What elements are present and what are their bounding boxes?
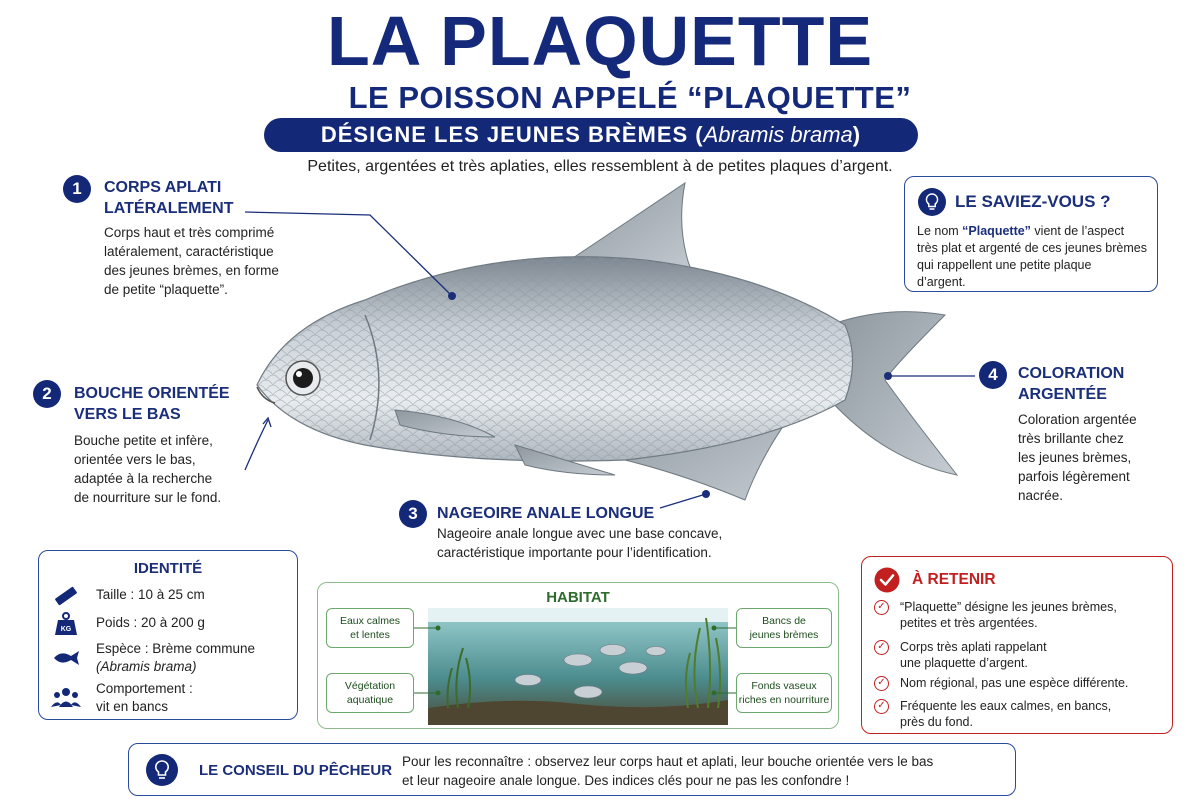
- key-point-line: Corps très aplati rappelant: [900, 640, 1047, 654]
- identity-weight: Poids : 20 à 200 g: [96, 615, 205, 630]
- key-points-title: À RETENIR: [912, 571, 996, 588]
- fisher-tip-text: [402, 752, 933, 790]
- tagline: Petites, argentées et très aplaties, elles ressemblent à de petites plaques d’argent.: [307, 158, 893, 175]
- connector-4-dot: [884, 372, 892, 380]
- callout-1-title: [104, 177, 233, 219]
- check-icon: ✓: [874, 699, 889, 714]
- callout-number-1: 1: [63, 175, 91, 203]
- callout-4-line: très brillante chez: [1018, 431, 1124, 446]
- check-icon: ✓: [874, 640, 889, 655]
- callout-3-description: [437, 524, 722, 562]
- callout-1-title-line2: LATÉRALEMENT: [104, 200, 234, 217]
- identity-behavior-label: Comportement :: [96, 681, 193, 696]
- identity-box: [38, 550, 298, 720]
- did-you-know-text: [917, 223, 1153, 291]
- dyk-line: très plat et argenté de ces jeunes brèmes: [917, 241, 1147, 255]
- habitat-connectors: [318, 583, 840, 730]
- key-point-line: “Plaquette” désigne les jeunes brèmes,: [900, 600, 1117, 614]
- callout-1-title-line1: CORPS APLATI: [104, 179, 222, 196]
- connector-2: [245, 420, 268, 470]
- weight-icon-label: KG: [60, 626, 72, 633]
- check-badge-icon: [874, 567, 900, 593]
- page-title: LA PLAQUETTE: [326, 2, 874, 80]
- fisher-tip-box: [128, 743, 1016, 796]
- habitat-label-line: et lentes: [350, 629, 390, 641]
- identity-title: IDENTITÉ: [133, 560, 203, 577]
- ruler-icon: [53, 583, 79, 607]
- callout-4-title: [1018, 363, 1124, 405]
- identity-size: Taille : 10 à 25 cm: [96, 587, 205, 602]
- habitat-box: [317, 582, 839, 729]
- key-points-box: [861, 556, 1173, 734]
- check-icon: ✓: [874, 600, 889, 615]
- habitat-label-line: riches en nourriture: [738, 694, 830, 706]
- identity-behavior: [96, 680, 193, 716]
- fish-icon: [51, 649, 81, 667]
- key-point-line: Nom régional, pas une espèce différente.: [900, 676, 1129, 690]
- key-point-line: près du fond.: [900, 715, 973, 729]
- habitat-label-line: Fonds vaseux: [751, 680, 817, 692]
- callout-2-line: Bouche petite et infère,: [74, 433, 213, 448]
- dyk-highlight: “Plaquette”: [962, 224, 1031, 238]
- key-point: [900, 599, 1117, 631]
- callout-2-description: [74, 431, 221, 507]
- fisher-tip-line: et leur nageoire anale longue. Des indices clés pour ne pas les confondre !: [402, 773, 850, 788]
- fisher-tip-title: LE CONSEIL DU PÊCHEUR: [199, 762, 393, 779]
- dyk-text-pre: Le nom: [917, 224, 963, 238]
- dyk-text-rest: vient de l’aspect: [1030, 224, 1125, 238]
- identity-species-latin: (Abramis brama): [96, 659, 197, 674]
- key-point: [900, 698, 1111, 730]
- did-you-know-box: [904, 176, 1158, 292]
- banner-latin-name: Abramis brama: [703, 122, 853, 147]
- dyk-line: qui rappellent une petite plaque: [917, 258, 1092, 272]
- callout-4-title-line1: COLORATION: [1018, 365, 1125, 382]
- callout-2-line: orientée vers le bas,: [74, 452, 196, 467]
- callout-1-line: Corps haut et très comprimé: [104, 225, 275, 240]
- callout-4-title-line2: ARGENTÉE: [1018, 386, 1107, 403]
- callout-4-line: Coloration argentée: [1018, 412, 1137, 427]
- habitat-title: HABITAT: [546, 589, 610, 606]
- key-point-line: une plaquette d’argent.: [900, 656, 1028, 670]
- callout-1-description: [104, 223, 279, 299]
- callout-number-3: 3: [399, 500, 427, 528]
- habitat-label-line: Végétation: [344, 680, 396, 692]
- callout-2-line: de nourriture sur le fond.: [74, 490, 222, 505]
- weight-icon: [53, 611, 79, 637]
- callout-number-2: 2: [33, 380, 61, 408]
- callout-2-title-line2: VERS LE BAS: [74, 406, 181, 423]
- habitat-label-line: Eaux calmes: [339, 615, 401, 627]
- lightbulb-icon: [145, 753, 179, 787]
- did-you-know-title: LE SAVIEZ-VOUS ?: [955, 192, 1111, 211]
- key-point: [900, 639, 1047, 671]
- fisher-tip-line: Pour les reconnaître : observez leur corps haut et aplati, leur bouche orientée vers le bas: [402, 754, 934, 769]
- callout-2-title-line1: BOUCHE ORIENTÉE: [74, 385, 230, 402]
- identity-species-name: Espèce : Brème commune: [96, 641, 256, 656]
- callout-1-line: des jeunes brèmes, en forme: [104, 263, 279, 278]
- lightbulb-icon: [917, 187, 947, 217]
- key-point-line: petites et très argentées.: [900, 616, 1038, 630]
- callout-2-line: adaptée à la recherche: [74, 471, 213, 486]
- banner-text: DÉSIGNE LES JEUNES BRÈMES (: [320, 122, 704, 147]
- habitat-label-line: aquatique: [346, 694, 394, 706]
- identity-species: [96, 640, 255, 676]
- callout-3-line: caractéristique importante pour l’identification.: [437, 545, 712, 560]
- callout-number-4: 4: [979, 361, 1007, 389]
- page-subtitle: LE POISSON APPELÉ “PLAQUETTE”: [348, 80, 912, 115]
- callout-4-line: parfois légèrement: [1018, 469, 1130, 484]
- callout-3-title: NAGEOIRE ANALE LONGUE: [437, 505, 655, 522]
- identity-behavior-value: vit en bancs: [96, 699, 169, 714]
- dyk-line: d’argent.: [917, 275, 966, 289]
- callout-3-line: Nageoire anale longue avec une base concave,: [437, 526, 723, 541]
- callout-4-description: [1018, 410, 1137, 505]
- habitat-label-line: Bancs de: [762, 615, 806, 627]
- banner-close: ): [852, 122, 862, 147]
- callout-4-line: nacrée.: [1018, 488, 1064, 503]
- key-point: [900, 675, 1128, 691]
- callout-4-line: les jeunes brèmes,: [1018, 450, 1132, 465]
- connector-3: [660, 494, 706, 508]
- connector-3-dot: [702, 490, 710, 498]
- key-point-line: Fréquente les eaux calmes, en bancs,: [900, 699, 1112, 713]
- callout-1-line: latéralement, caractéristique: [104, 244, 274, 259]
- callout-1-line: de petite “plaquette”.: [104, 282, 228, 297]
- connector-1-dot: [448, 292, 456, 300]
- callout-2-title: [74, 383, 230, 425]
- habitat-label-line: jeunes brèmes: [749, 629, 819, 641]
- group-icon: [51, 685, 81, 709]
- check-icon: ✓: [874, 676, 889, 691]
